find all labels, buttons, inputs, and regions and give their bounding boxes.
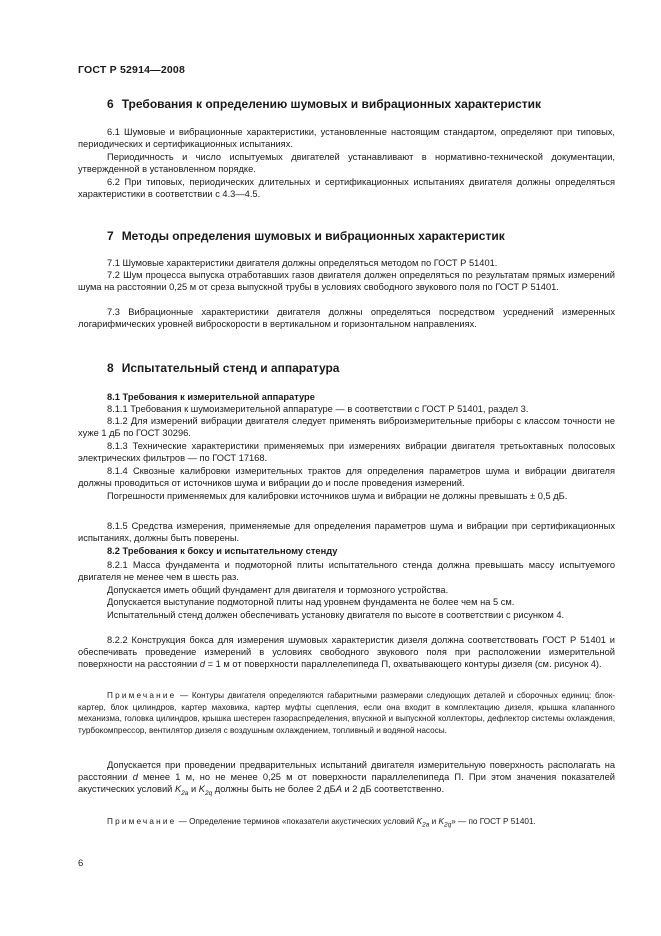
section-6-number: 6: [107, 97, 114, 111]
note-1-label: Примечание: [107, 691, 177, 700]
section-8-title: Испытательный стенд и аппаратура: [121, 361, 340, 375]
and-word: и: [188, 784, 199, 795]
section-7-title: Методы определения шумовых и вибрационных характеристик: [121, 229, 505, 243]
para-8-2-2-c: [78, 759, 615, 800]
para-8-2-2-c-text-3: должны быть не более 2 дБ: [212, 784, 336, 795]
k-subscript-2a: 2a: [181, 790, 189, 798]
para-8-1-4: 8.1.4 Сквозные калибровки измерительных трактов для определения параметров шума и вибрации двигателя должны проводиться от источников шума и вибрации до и после проведения измерений.: [78, 466, 615, 489]
k-symbol: K: [174, 784, 182, 795]
k-subscript-2q: 2q: [204, 790, 213, 798]
para-6-1: 6.1 Шумовые и вибрационные характеристики, установленные настоящим стандартом, определяют при типовых, периодических и сертификационных испытаниях.: [78, 127, 615, 150]
para-8-2-2: [78, 634, 615, 671]
para-8-1-1: 8.1.1 Требования к шумоизмерительной аппаратуре — в соответствии с ГОСТ Р 51401, раздел 3.: [107, 404, 529, 414]
note-2-text-a: — Определение терминов «показатели акустических условий: [176, 817, 417, 826]
para-8-1-2: 8.1.2 Для измерений вибрации двигателя следует применять виброизмерительные приборы с классом точности не хуже 1 дБ по ГОСТ 30296.: [78, 416, 615, 439]
a-weighting-symbol: A: [335, 784, 342, 795]
note-k-subscript-2a: 2a: [422, 821, 430, 829]
note-1-text: — Контуры двигателя определяются габаритными размерами следующих деталей и сборочных единиц: блок-картер, блок цилиндров, картер маховика, картер муфты сцепления, если она входит в комплектацию дизеля, крышка клапанного механизма, головка цилиндров, крышка шестерен газораспределения, впускной и выпускной коллекторы, дефлектор системы охлаждения, турбокомпрессор, вентилятор дизеля с воздушным охлаждением, топливный и водяной насосы.: [78, 691, 615, 735]
para-7-3: 7.3 Вибрационные характеристики двигателя должны определяться посредством усреднений измеренных логарифмических уровней виброскорости в вертикальном и горизонтальном направлениях.: [78, 307, 615, 330]
para-8-2-2-c-text-4: и 2 дБ соответственно.: [341, 784, 445, 795]
note-2-text-b: и: [429, 817, 439, 826]
para-7-1: 7.1 Шумовые характеристики двигателя должны определяться методом по ГОСТ Р 51401.: [107, 258, 498, 268]
section-8-number: 8: [107, 361, 114, 375]
para-8-2-1: 8.2.1 Масса фундамента и подмоторной плиты испытательного стенда должна превышать массу испытуемого двигателя не менее чем в шесть раз.: [78, 560, 615, 583]
para-8-2-2-c-text-1: Допускается при проведении предварительных испытаний двигателя измерительную поверхность располагать на расстоянии: [78, 760, 615, 783]
k-symbol-2: K: [198, 784, 205, 795]
page-number: 6: [78, 858, 84, 869]
note-k-symbol: K: [416, 817, 423, 826]
note-k-subscript-2q: 2q: [443, 821, 452, 829]
note-2-text-c: » — по ГОСТ Р 51401.: [451, 817, 536, 826]
para-8-2-2-c-text-2: менее 1 м, но не менее 0,25 м от поверхности параллелепипеда П. При этом значения показателей акустических условий: [78, 772, 615, 795]
para-8-2-1-d: Испытательный стенд должен обеспечивать установку двигателя по высоте в соответствии с рисунком 4.: [107, 610, 565, 620]
distance-symbol-2: d: [132, 772, 138, 783]
para-8-1-4-b: Погрешности применяемых для калибровки источников шума и вибрации не должны превышать ± 0,5 дБ.: [107, 491, 568, 501]
section-6-title: Требования к определению шумовых и вибрационных характеристик: [121, 97, 542, 111]
para-8-2-1-c: Допускается выступание подмоторной плиты над уровнем фундамента не более чем на 5 см.: [107, 597, 515, 607]
note-2: [78, 816, 615, 831]
para-8-2-1-b: Допускается иметь общий фундамент для двигателя и тормозного устройства.: [107, 585, 449, 595]
section-7-number: 7: [107, 229, 114, 243]
note-2-label: Примечание: [107, 817, 177, 826]
document-header: ГОСТ Р 52914—2008: [78, 64, 186, 76]
distance-symbol: d: [199, 659, 206, 670]
note-k-symbol-2: K: [438, 817, 444, 826]
para-7-2: 7.2 Шум процесса выпуска отработавших газов двигателя должен определяться по результатам прямых измерений шума на расстоянии 0,25 м от среза выпускной трубы в условиях свободного звукового поля по ГОСТ Р 51401.: [78, 270, 615, 293]
para-8-1-5: 8.1.5 Средства измерения, применяемые для определения параметров шума и вибрации при сертификационных испытаниях, должны быть поверены.: [78, 521, 615, 544]
subsection-8-2-heading: 8.2 Требования к боксу и испытательному стенду: [107, 546, 338, 556]
para-8-2-2-text-a: 8.2.2 Конструкция бокса для измерения шумовых характеристик дизеля должна соответствовать ГОСТ Р 51401 и обеспечивать проведение измерений в условиях свободного звукового поля при расположении измерительной поверхности на расстоянии: [78, 635, 615, 670]
section-6-heading: [107, 97, 541, 111]
section-7-heading: [107, 229, 505, 243]
para-8-2-2-text-b: = 1 м от поверхности параллелепипеда П, охватывающего контуры дизеля (см. рисунок 4).: [205, 659, 602, 670]
section-8-heading: [107, 361, 339, 375]
subsection-8-1-heading: 8.1 Требования к измерительной аппаратуре: [107, 392, 315, 402]
para-6-2: 6.2 При типовых, периодических длительных и сертификационных испытаниях двигателя должны определяться характеристики в соответствии с 4.3—4.5.: [78, 177, 615, 200]
para-8-1-3: 8.1.3 Технические характеристики применяемых при измерениях вибрации двигателя третьоктавных полосовых электрических фильтров — по ГОСТ 17168.: [78, 441, 615, 464]
para-6-1-b: Периодичность и число испытуемых двигателей устанавливают в нормативно-технической документации, утвержденной в установленном порядке.: [78, 152, 615, 175]
note-1: [78, 690, 615, 736]
